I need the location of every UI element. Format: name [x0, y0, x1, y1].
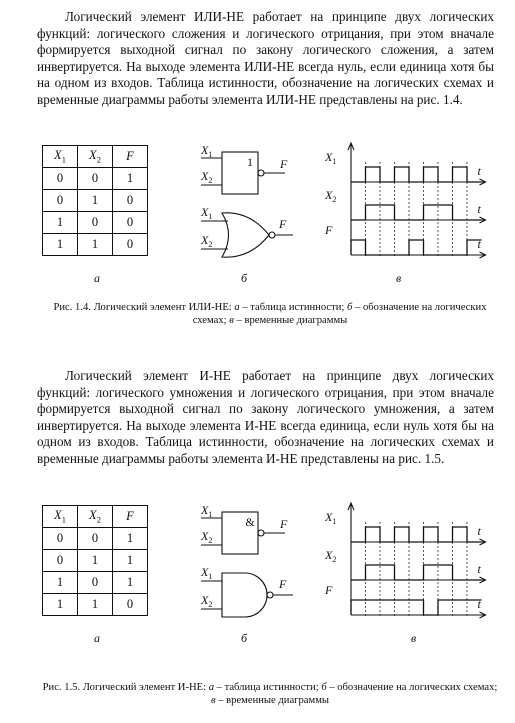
nand-gate-symbol-label: & [245, 515, 255, 529]
nor-us-input2-label: $X_2$ [201, 233, 213, 249]
table-cell: 1 [113, 572, 148, 594]
table-cell: 0 [43, 190, 78, 212]
table-cell: 0 [43, 168, 78, 190]
header-x1: $X_1$ [43, 146, 78, 168]
nor-timing-diagram [323, 140, 493, 265]
nor-timing-waveform [351, 240, 482, 255]
figure-1-4-label-c: в [396, 271, 402, 285]
table-row [43, 234, 148, 256]
figure-1-4-label-a: а [94, 271, 100, 285]
nand-timing-signal-label: $X_2$ [325, 548, 337, 564]
nand-us-input1-label: $X_1$ [201, 565, 213, 581]
nand-rect-inversion-bubble [258, 530, 264, 536]
figure-1-4-label-b: б [241, 271, 248, 285]
header-f: F [113, 506, 148, 528]
table-cell: 1 [78, 594, 113, 616]
nor-us-input1-label: $X_1$ [201, 205, 213, 221]
nand-us-input2-label: $X_2$ [201, 593, 213, 609]
table-cell: 1 [78, 234, 113, 256]
table-cell: 1 [43, 212, 78, 234]
nor-timing-signal-label: $X_2$ [325, 188, 337, 204]
nand-gate-symbols [195, 500, 315, 625]
table-cell: 1 [43, 572, 78, 594]
table-cell: 0 [78, 168, 113, 190]
table-cell: 0 [43, 550, 78, 572]
nand-timing-time-label: t [477, 562, 481, 576]
figure-1-5-label-b: б [241, 631, 248, 645]
header-f: F [113, 146, 148, 168]
nor-rect-output-label: F [280, 157, 288, 171]
table-cell: 1 [78, 190, 113, 212]
truth-table-nor [42, 145, 148, 256]
table-cell: 0 [43, 528, 78, 550]
table-cell: 0 [78, 212, 113, 234]
paragraph-nand: Логический элемент И-НЕ работает на принципе двух логических функций: логического умножения и логического отрицания, при этом вначале формируется выходной сигнал по закону логического умножения, а затем инвертируется. На выходе элемента И-НЕ всегда единица, если нуль хотя бы на одном из входов. Таблица истинности, обозначение на логических схемах и временные диаграммы работы элемента И-НЕ представлены на рис. 1.5. [37, 368, 494, 466]
nand-timing-diagram [323, 500, 493, 625]
table-cell: 1 [43, 594, 78, 616]
table-row [43, 572, 148, 594]
table-cell: 1 [113, 550, 148, 572]
nand-us-body [222, 573, 267, 617]
table-cell: 1 [113, 528, 148, 550]
nor-gate-symbols [195, 140, 315, 265]
truth-table-nand [42, 505, 148, 616]
figure-1-5-label-a: а [94, 631, 100, 645]
table-row [43, 168, 148, 190]
figure-1-5-label-c: в [411, 631, 417, 645]
table-row [43, 550, 148, 572]
figure-1-4-caption: Рис. 1.4. Логический элемент ИЛИ-НЕ: а – таблица истинности; б – обозначение на логических схемах; в – временные диаграммы [53, 302, 487, 326]
nand-us-inversion-bubble [267, 592, 273, 598]
nor-rect-input2-label: $X_2$ [201, 169, 213, 185]
nand-rect-input2-label: $X_2$ [201, 529, 213, 545]
nor-gate-symbol-label: 1 [247, 155, 253, 169]
nor-us-output-label: F [279, 217, 287, 231]
nand-rect-output-label: F [280, 517, 288, 531]
paragraph-nor: Логический элемент ИЛИ-НЕ работает на принципе двух логических функций: логического сложения и логического отрицания, при этом вначале формируется выходной сигнал по закону логического сложения, а затем инвертируется. На выходе элемента ИЛИ-НЕ всегда нуль, если единица хотя бы на одном из входов. Таблица истинности, обозначение на логических схемах и временные диаграммы работы элемента ИЛИ-НЕ представлены на рис. 1.4. [37, 9, 494, 107]
nand-timing-signal-label: $X_1$ [325, 510, 337, 526]
nor-timing-waveform [351, 167, 482, 182]
nand-timing-signal-label: F [325, 583, 333, 597]
table-header-row [43, 506, 148, 528]
nor-timing-signal-label: F [325, 223, 333, 237]
header-x2: $X_2$ [78, 146, 113, 168]
nand-timing-time-label: t [477, 597, 481, 611]
header-x1: $X_1$ [43, 506, 78, 528]
nor-timing-waveform [351, 205, 482, 220]
table-cell: 0 [113, 190, 148, 212]
table-cell: 0 [113, 212, 148, 234]
nand-rect-input1-label: $X_1$ [201, 503, 213, 519]
header-x2: $X_2$ [78, 506, 113, 528]
nor-timing-time-label: t [477, 202, 481, 216]
nand-timing-time-label: t [477, 524, 481, 538]
nand-timing-waveform [351, 565, 482, 580]
nand-timing-waveform [351, 600, 482, 615]
table-cell: 0 [113, 594, 148, 616]
nand-timing-waveform [351, 527, 482, 542]
table-cell: 1 [43, 234, 78, 256]
nor-rect-input1-label: $X_1$ [201, 143, 213, 159]
figure-1-5-caption: Рис. 1.5. Логический элемент И-НЕ: а – таблица истинности; б – обозначение на логических схемах; в – временные диаграммы [42, 682, 498, 706]
nor-us-inversion-bubble [269, 232, 275, 238]
table-cell: 1 [78, 550, 113, 572]
nor-rect-inversion-bubble [258, 170, 264, 176]
nor-timing-signal-label: $X_1$ [325, 150, 337, 166]
table-cell: 0 [78, 572, 113, 594]
table-row [43, 528, 148, 550]
nor-us-body [222, 213, 269, 257]
nor-timing-time-label: t [477, 164, 481, 178]
table-row [43, 594, 148, 616]
table-cell: 0 [113, 234, 148, 256]
table-header-row [43, 146, 148, 168]
table-cell: 1 [113, 168, 148, 190]
table-cell: 0 [78, 528, 113, 550]
table-row [43, 212, 148, 234]
nor-timing-time-label: t [477, 237, 481, 251]
table-row [43, 190, 148, 212]
nand-us-output-label: F [279, 577, 287, 591]
